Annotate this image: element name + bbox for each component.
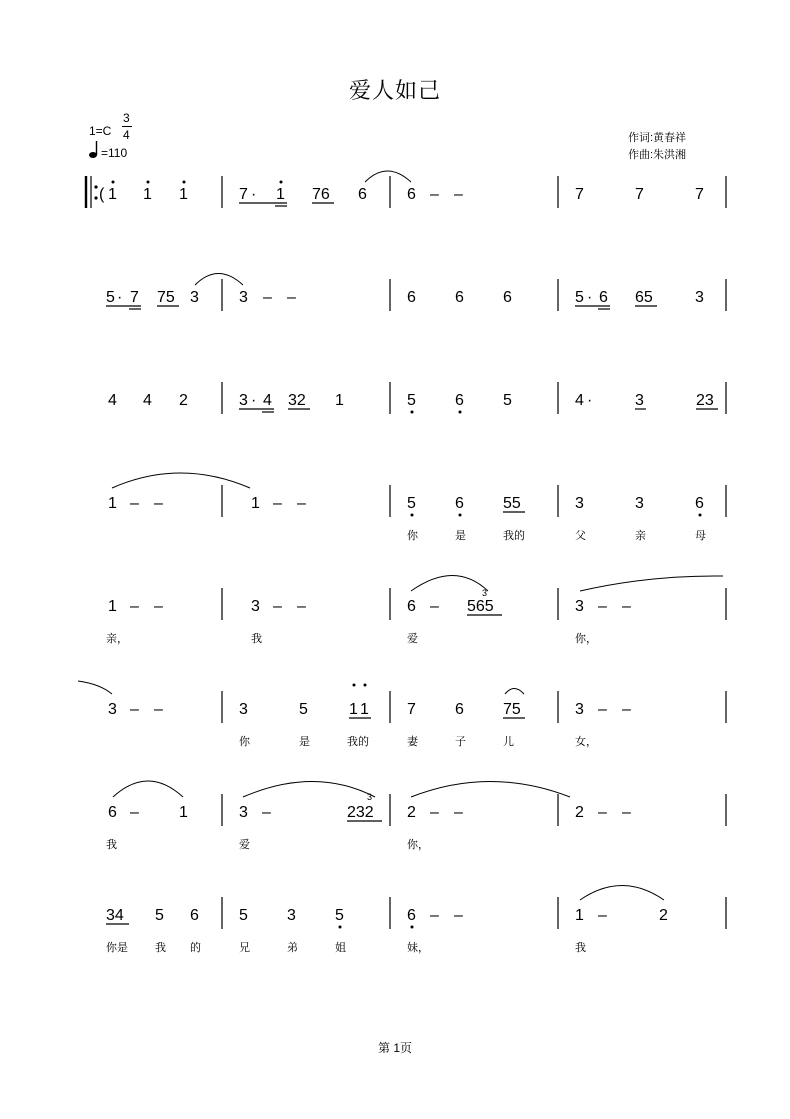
lyric-syllable: 你 xyxy=(407,530,418,542)
note: – xyxy=(130,598,139,615)
note: 75 xyxy=(503,701,521,718)
note: – xyxy=(130,701,139,718)
note: 6 xyxy=(108,804,117,821)
lyric-syllable: 弟 xyxy=(287,942,298,954)
note: 34 xyxy=(106,907,124,924)
note: 1 xyxy=(575,907,584,924)
lyric-syllable: 的 xyxy=(190,942,201,954)
note: 6 xyxy=(455,701,464,718)
time-signature-numerator: 3 xyxy=(123,111,130,125)
note: 3 xyxy=(287,907,296,924)
note: 1 xyxy=(108,186,117,203)
lyric-syllable: 父 xyxy=(575,530,586,542)
note: 2 xyxy=(407,804,416,821)
note: 6 xyxy=(358,186,367,203)
note: 3 xyxy=(635,392,644,409)
note: 7 xyxy=(130,289,139,306)
triplet-marker: 3 xyxy=(482,588,488,598)
note: – xyxy=(430,804,439,821)
note: · xyxy=(251,186,257,203)
note: 5 xyxy=(106,289,115,306)
note: 23 xyxy=(696,392,714,409)
lyric-syllable: 亲 xyxy=(635,530,646,542)
note: 5 xyxy=(239,907,248,924)
note: ( xyxy=(99,186,105,203)
note: 1 xyxy=(251,495,260,512)
ties xyxy=(78,171,723,900)
note: 5 xyxy=(299,701,308,718)
note: 3 xyxy=(239,701,248,718)
key-signature: 1=C xyxy=(89,124,112,138)
note: 3 xyxy=(695,289,704,306)
note: – xyxy=(454,907,463,924)
lyric-syllable: 儿 xyxy=(503,736,514,748)
note: – xyxy=(287,289,296,306)
note: – xyxy=(598,804,607,821)
page-number: 第 1页 xyxy=(377,1041,412,1055)
note: 3 xyxy=(190,289,199,306)
time-signature-denominator: 4 xyxy=(123,128,130,142)
note: 7 xyxy=(239,186,248,203)
note: 65 xyxy=(635,289,653,306)
note: – xyxy=(598,907,607,924)
note: 3 xyxy=(575,701,584,718)
note: 6 xyxy=(407,186,416,203)
note: 1 xyxy=(108,495,117,512)
note: 3 xyxy=(575,598,584,615)
note: 3 xyxy=(251,598,260,615)
note: – xyxy=(297,598,306,615)
note: · xyxy=(587,289,593,306)
lyric-syllable: 妻 xyxy=(407,736,418,748)
note: 1 xyxy=(276,186,285,203)
note: – xyxy=(297,495,306,512)
note: 4 xyxy=(263,392,272,409)
note: 232 xyxy=(347,804,374,821)
lyric-syllable: 子 xyxy=(455,736,466,748)
note: 2 xyxy=(659,907,668,924)
lyric-syllable: 我 xyxy=(155,942,166,954)
note: 3 xyxy=(575,495,584,512)
note: 3 xyxy=(239,392,248,409)
lyric-syllable: 你， xyxy=(407,839,429,851)
note: – xyxy=(263,289,272,306)
note: – xyxy=(262,804,271,821)
note: – xyxy=(598,598,607,615)
note: 5 xyxy=(575,289,584,306)
note: – xyxy=(154,495,163,512)
note: – xyxy=(430,186,439,203)
tempo-marking: =110 xyxy=(101,146,128,160)
note: – xyxy=(130,804,139,821)
note: – xyxy=(154,701,163,718)
note: 1 xyxy=(143,186,152,203)
note: 6 xyxy=(407,907,416,924)
note: – xyxy=(598,701,607,718)
note: 76 xyxy=(312,186,330,203)
note: 6 xyxy=(455,289,464,306)
lyric-syllable: 我 xyxy=(251,633,262,645)
note: 3 xyxy=(108,701,117,718)
note: 55 xyxy=(503,495,521,512)
lyric-syllable: 我的 xyxy=(503,530,525,542)
note: 7 xyxy=(635,186,644,203)
note: 3 xyxy=(239,804,248,821)
note: 4 xyxy=(108,392,117,409)
note: 6 xyxy=(503,289,512,306)
lyric-syllable: 亲， xyxy=(106,633,128,645)
note: – xyxy=(454,804,463,821)
note: 6 xyxy=(407,598,416,615)
note: – xyxy=(130,495,139,512)
note: – xyxy=(622,598,631,615)
note: 7 xyxy=(575,186,584,203)
note: – xyxy=(622,701,631,718)
note: 4 xyxy=(143,392,152,409)
note: 1 xyxy=(335,392,344,409)
note: 4 xyxy=(575,392,584,409)
note: – xyxy=(454,186,463,203)
lyric-syllable: 你 xyxy=(239,736,250,748)
composer-credit: 作曲:朱洪湘 xyxy=(628,149,687,161)
note: 6 xyxy=(190,907,199,924)
note: · xyxy=(587,392,593,409)
note: – xyxy=(430,907,439,924)
note: 1 xyxy=(179,804,188,821)
song-title: 爱人如己 xyxy=(348,78,441,103)
lyric-syllable: 女， xyxy=(575,736,597,748)
note: 5 xyxy=(155,907,164,924)
note: 6 xyxy=(407,289,416,306)
lyric-syllable: 爱 xyxy=(407,633,418,645)
lyric-syllable: 你是 xyxy=(106,942,128,954)
lyric-syllable: 我 xyxy=(575,942,586,954)
lyric-syllable: 我的 xyxy=(347,736,369,748)
note: 3 xyxy=(635,495,644,512)
note: – xyxy=(273,598,282,615)
lyric-syllable: 爱 xyxy=(239,839,250,851)
notes xyxy=(99,186,714,924)
lyric-syllable: 姐 xyxy=(335,942,346,954)
note: – xyxy=(622,804,631,821)
lyric-syllable: 是 xyxy=(299,736,310,748)
lyric-syllable: 母 xyxy=(695,530,706,542)
note: 5 xyxy=(407,392,416,409)
repeat-dot xyxy=(94,196,97,199)
note: 5 xyxy=(407,495,416,512)
note: 75 xyxy=(157,289,175,306)
note: 5 xyxy=(503,392,512,409)
note: 6 xyxy=(599,289,608,306)
note: 3 xyxy=(239,289,248,306)
lyric-syllable: 是 xyxy=(455,530,466,542)
note: 5 xyxy=(335,907,344,924)
note: 565 xyxy=(467,598,494,615)
lyric-syllable: 你， xyxy=(575,633,597,645)
note: – xyxy=(273,495,282,512)
note: 7 xyxy=(407,701,416,718)
note: 2 xyxy=(575,804,584,821)
note: 2 xyxy=(179,392,188,409)
note: · xyxy=(117,289,123,306)
note: · xyxy=(251,392,257,409)
note: 6 xyxy=(695,495,704,512)
note: 1 xyxy=(360,701,369,718)
lyricist-credit: 作词:黄春祥 xyxy=(628,132,687,144)
note: – xyxy=(154,598,163,615)
note: 32 xyxy=(288,392,306,409)
note: 6 xyxy=(455,495,464,512)
note: 1 xyxy=(349,701,358,718)
lyric-syllable: 我 xyxy=(106,839,117,851)
note: 1 xyxy=(108,598,117,615)
note: 6 xyxy=(455,392,464,409)
lyric-syllable: 妹， xyxy=(407,942,429,954)
note: – xyxy=(430,598,439,615)
repeat-dot xyxy=(94,185,97,188)
lyrics xyxy=(106,528,706,954)
note: 7 xyxy=(695,186,704,203)
note: 1 xyxy=(179,186,188,203)
triplet-marker: 3 xyxy=(367,792,373,802)
lyric-syllable: 兄 xyxy=(239,942,250,954)
